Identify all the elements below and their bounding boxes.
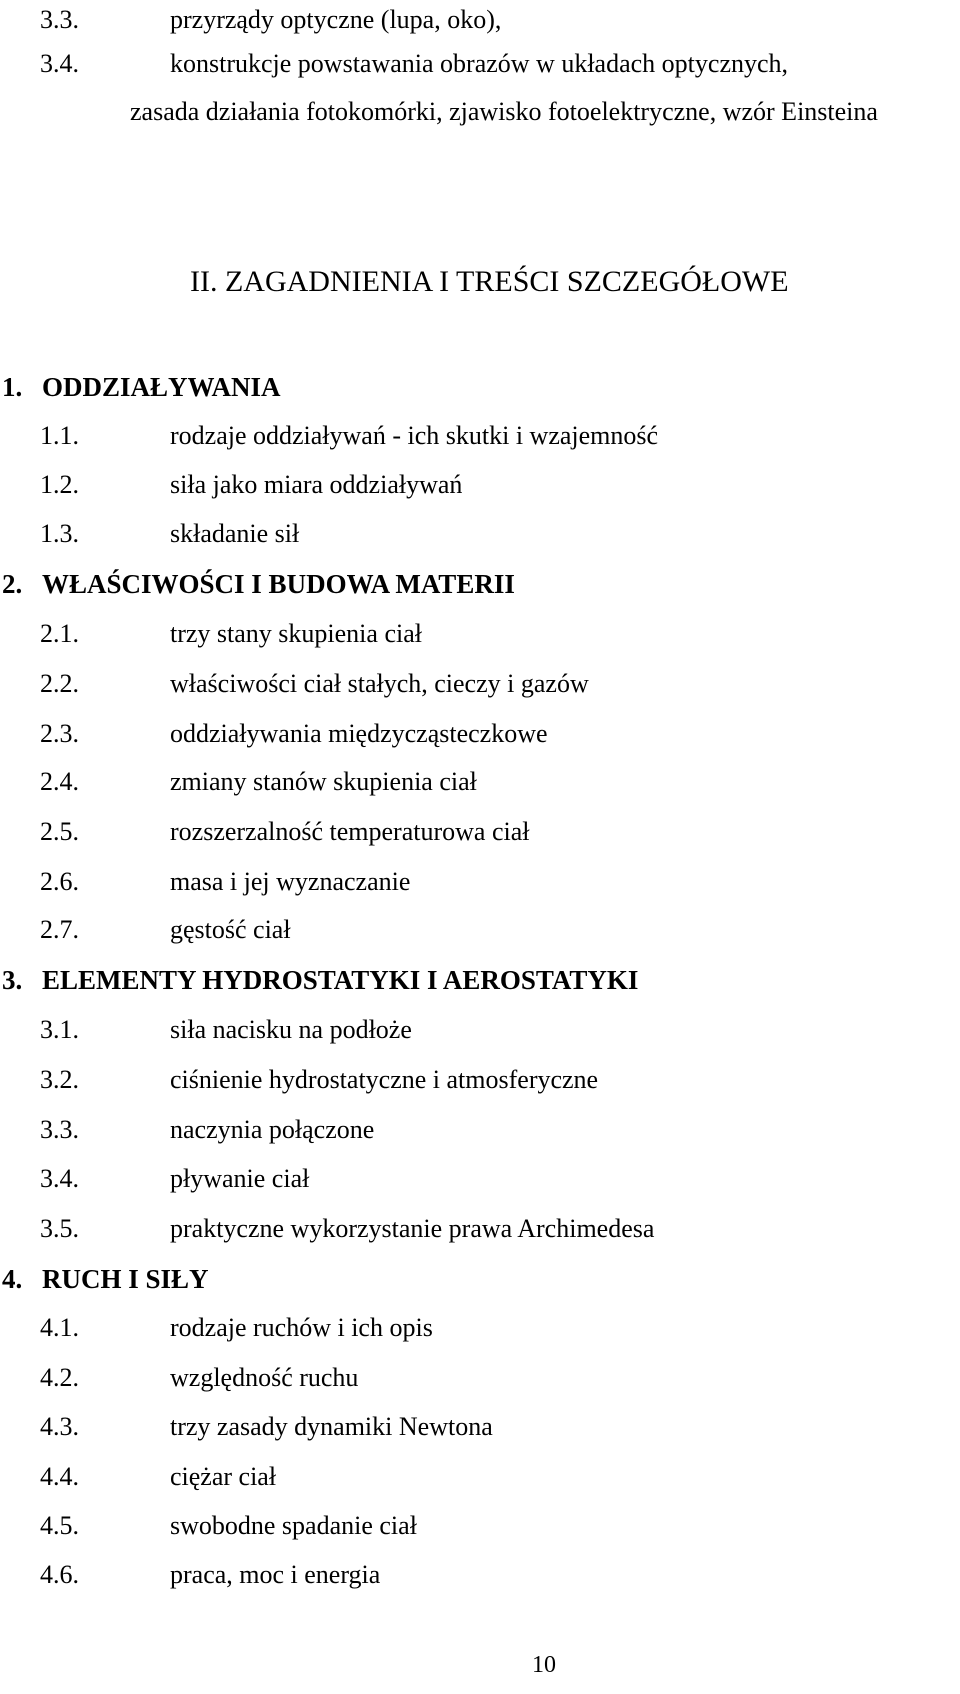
item-number: 3.5. xyxy=(40,1214,79,1243)
section-title: WŁAŚCIWOŚCI I BUDOWA MATERII xyxy=(42,569,515,599)
item-number: 4.5. xyxy=(40,1511,79,1540)
item-number: 2.1. xyxy=(40,619,79,648)
item-text: oddziaływania międzycząsteczkowe xyxy=(170,719,548,748)
item-text: trzy stany skupienia ciał xyxy=(170,619,422,648)
section-title: ODDZIAŁYWANIA xyxy=(42,372,281,402)
item-number: 3.3. xyxy=(40,1115,79,1144)
item-text: ciśnienie hydrostatyczne i atmosferyczne xyxy=(170,1065,599,1094)
item-number: 1.3. xyxy=(40,519,79,548)
item-text: praktyczne wykorzystanie prawa Archimedesa xyxy=(170,1214,655,1243)
item-number: 4.3. xyxy=(40,1412,79,1441)
item-number: 4.2. xyxy=(40,1363,79,1392)
item-text: przyrządy optyczne (lupa, oko), xyxy=(170,5,502,34)
item-number: 4.4. xyxy=(40,1462,79,1491)
item-text: naczynia połączone xyxy=(170,1115,375,1144)
item-text: praca, moc i energia xyxy=(170,1560,381,1589)
section-number: 1. xyxy=(2,372,23,402)
item-text: ciężar ciał xyxy=(170,1462,277,1491)
item-text: masa i jej wyznaczanie xyxy=(170,867,411,896)
item-text: rodzaje oddziaływań - ich skutki i wzajemność xyxy=(170,421,659,450)
item-number: 2.2. xyxy=(40,669,79,698)
section-title: RUCH I SIŁY xyxy=(42,1264,209,1294)
item-text: względność ruchu xyxy=(170,1363,359,1392)
item-number: 3.1. xyxy=(40,1015,79,1044)
section-title: ELEMENTY HYDROSTATYKI I AEROSTATYKI xyxy=(42,965,639,995)
item-text: siła nacisku na podłoże xyxy=(170,1015,412,1044)
item-text: rodzaje ruchów i ich opis xyxy=(170,1313,433,1342)
section-number: 4. xyxy=(2,1264,23,1294)
item-text-continuation: zasada działania fotokomórki, zjawisko fotoelektryczne, wzór Einsteina xyxy=(130,97,878,126)
item-number: 4.6. xyxy=(40,1560,79,1589)
page-number: 10 xyxy=(532,1652,556,1678)
item-number: 2.3. xyxy=(40,719,79,748)
item-number: 1.1. xyxy=(40,421,79,450)
page-title: II. ZAGADNIENIA I TREŚCI SZCZEGÓŁOWE xyxy=(190,265,789,298)
item-number: 4.1. xyxy=(40,1313,79,1342)
item-number: 3.4. xyxy=(40,1164,79,1193)
item-text: zmiany stanów skupienia ciał xyxy=(170,767,477,796)
item-number: 2.6. xyxy=(40,867,79,896)
item-text: konstrukcje powstawania obrazów w układach optycznych, xyxy=(170,49,789,78)
item-text: siła jako miara oddziaływań xyxy=(170,470,463,499)
item-number: 2.4. xyxy=(40,767,79,796)
item-number: 3.2. xyxy=(40,1065,79,1094)
item-text: trzy zasady dynamiki Newtona xyxy=(170,1412,493,1441)
item-text: pływanie ciał xyxy=(170,1164,310,1193)
item-text: gęstość ciał xyxy=(170,915,291,944)
section-number: 2. xyxy=(2,569,23,599)
item-text: rozszerzalność temperaturowa ciał xyxy=(170,817,530,846)
item-number: 1.2. xyxy=(40,470,79,499)
item-text: składanie sił xyxy=(170,519,300,548)
item-text: swobodne spadanie ciał xyxy=(170,1511,417,1540)
section-number: 3. xyxy=(2,965,23,995)
item-number: 3.4. xyxy=(40,49,79,78)
item-text: właściwości ciał stałych, cieczy i gazów xyxy=(170,669,589,698)
item-number: 2.7. xyxy=(40,915,79,944)
item-number: 2.5. xyxy=(40,817,79,846)
item-number: 3.3. xyxy=(40,5,79,34)
